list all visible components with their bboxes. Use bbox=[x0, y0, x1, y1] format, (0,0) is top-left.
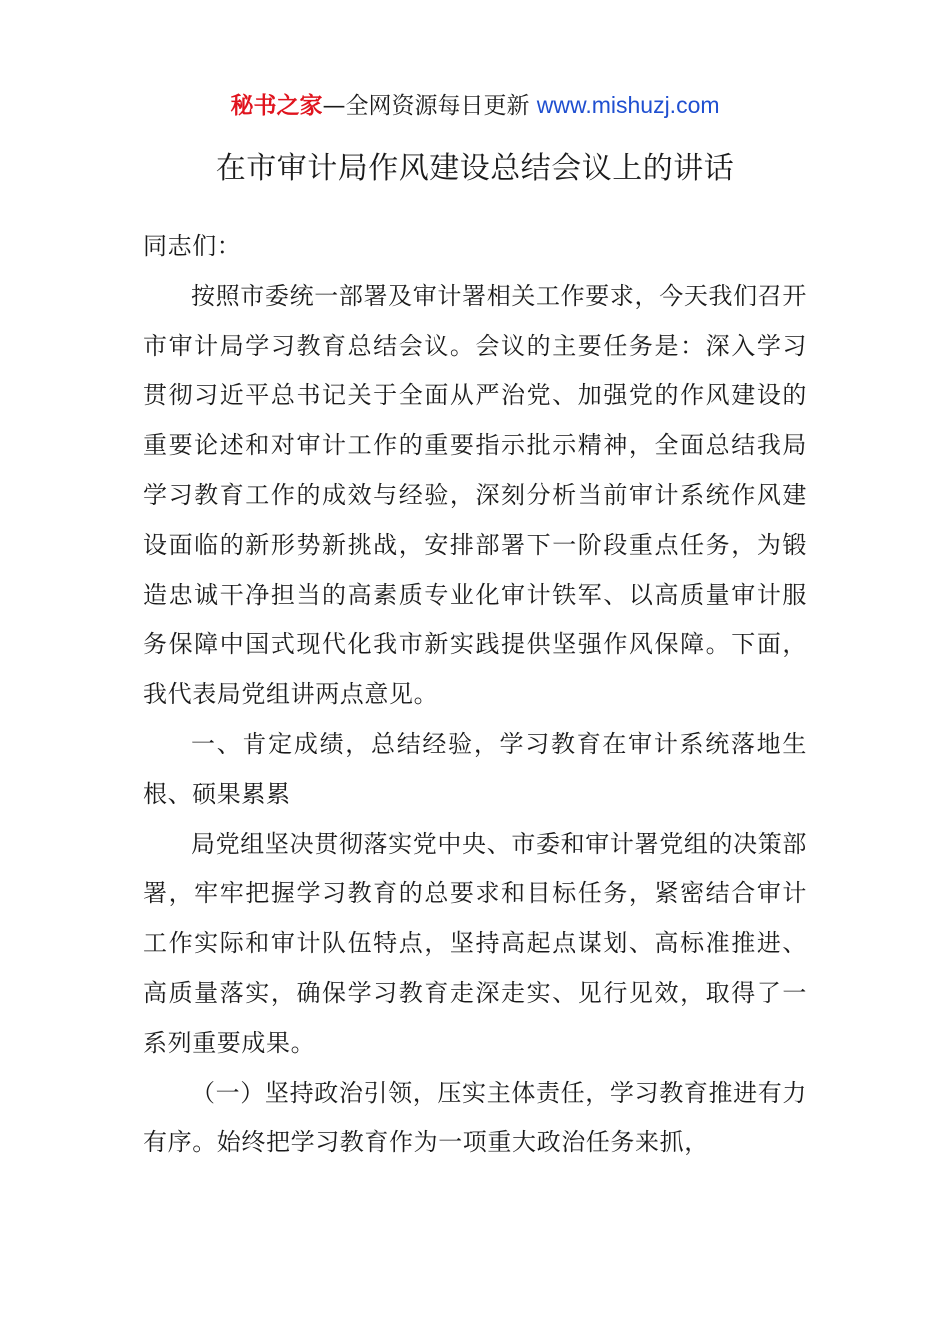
document-body bbox=[143, 222, 807, 1168]
document-title: 在市审计局作风建设总结会议上的讲话 bbox=[215, 151, 735, 186]
site-url-link[interactable]: www.mishuzj.com bbox=[536, 92, 720, 118]
subsection-heading-1: （一）坚持政治引领，压实主体责任，学习教育推进有力有序。始终把学习教育作为一项重大政治任务来抓， bbox=[143, 1078, 807, 1157]
paragraph-intro: 按照市委统一部署及审计署相关工作要求，今天我们召开市审计局学习教育总结会议。会议的主要任务是：深入学习贯彻习近平总书记关于全面从严治党、加强党的作风建设的重要论述和对审计工作的重要指示批示精神，全面总结我局学习教育工作的成效与经验，深刻分析当前审计系统作风建设面临的新形势新挑战，安排部署下一阶段重点任务，为锻造忠诚干净担当的高素质专业化审计铁军、以高质量审计服务保障中国式现代化我市新实践提供坚强作风保障。下面，我代表局党组讲两点意见。 bbox=[143, 281, 807, 709]
site-header bbox=[0, 88, 950, 123]
header-tagline: —全网资源每日更新 bbox=[322, 93, 537, 119]
salutation: 同志们： bbox=[143, 232, 242, 260]
section-heading-1: 一、肯定成绩，总结经验，学习教育在审计系统落地生根、硕果累累 bbox=[143, 729, 807, 808]
paragraph-achievements: 局党组坚决贯彻落实党中央、市委和审计署党组的决策部署，牢牢把握学习教育的总要求和目标任务，紧密结合审计工作实际和审计队伍特点，坚持高起点谋划、高标准推进、高质量落实，确保学习教育走深走实、见行见效，取得了一系列重要成果。 bbox=[143, 829, 807, 1057]
brand-name: 秘书之家 bbox=[230, 93, 323, 119]
